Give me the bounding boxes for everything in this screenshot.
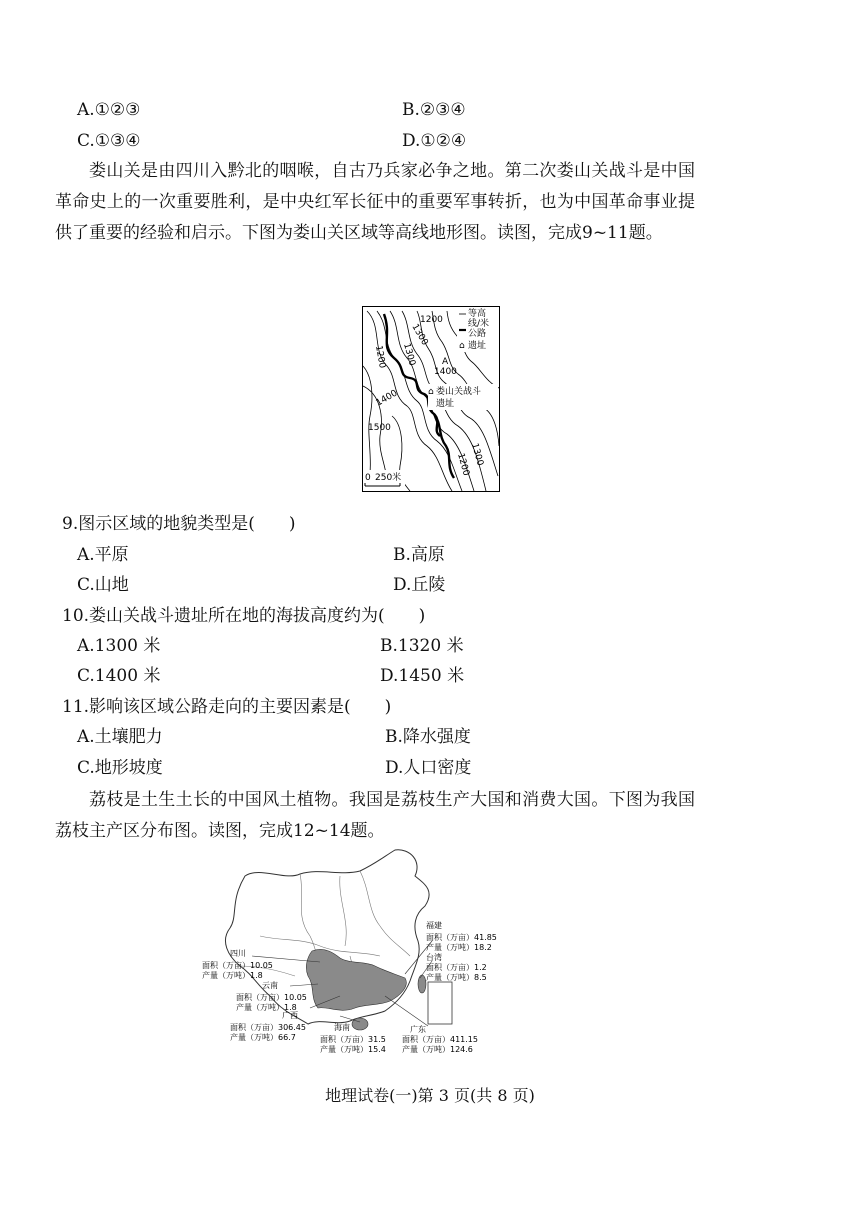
- contour-label: 1200: [455, 452, 471, 477]
- contour-label: 1200: [420, 315, 443, 325]
- province-name-hainan: 海南: [334, 1023, 350, 1032]
- q10-option-c: C.1400 米: [77, 666, 161, 686]
- option-8c: C.①③④: [77, 131, 141, 151]
- province-output-guangxi: 产量（万吨）66.7: [230, 1033, 296, 1042]
- q11-option-b: B.降水强度: [385, 727, 471, 747]
- province-name-guangxi: 广西: [282, 1011, 298, 1020]
- q9-option-d: D.丘陵: [393, 575, 446, 595]
- province-area-fujian: 面积（万亩）41.85: [426, 933, 497, 942]
- q11-option-a: A.土壤肥力: [77, 727, 163, 747]
- lychee-map-figure: [200, 846, 500, 1056]
- option-8d: D.①②④: [402, 131, 467, 151]
- scale-label: 250米: [375, 473, 402, 483]
- q10-option-a: A.1300 米: [77, 636, 161, 656]
- contour-label: 1400: [434, 367, 457, 377]
- province-area-taiwan: 面积（万亩）1.2: [426, 963, 487, 972]
- contour-label: 1200: [373, 344, 387, 370]
- question-10-stem: 10.娄山关战斗遗址所在地的海拔高度约为( ): [62, 606, 426, 626]
- province-name-taiwan: 台湾: [426, 953, 442, 962]
- question-9-stem: 9.图示区域的地貌类型是( ): [62, 514, 296, 534]
- passage-lychee: 荔枝是土生土长的中国风土植物。我国是荔枝生产大国和消费大国。下图为我国荔枝主产区分布图。读图，完成12~14题。: [55, 790, 695, 841]
- lychee-distribution-map: [200, 846, 500, 1056]
- contour-label: 1300: [469, 442, 485, 467]
- contour-point-a: A: [442, 357, 449, 367]
- province-name-fujian: 福建: [426, 921, 442, 930]
- contour-map: [362, 306, 500, 492]
- province-output-hainan: 产量（万吨）15.4: [320, 1045, 386, 1054]
- province-name-yunnan: 云南: [262, 981, 278, 990]
- contour-label: 1300: [409, 322, 430, 348]
- q9-option-c: C.山地: [77, 575, 129, 595]
- contour-label: 1400: [374, 388, 400, 409]
- contour-label: 1300: [401, 342, 417, 367]
- province-output-sichuan: 产量（万吨）1.8: [202, 971, 263, 980]
- province-output-fujian: 产量（万吨）18.2: [426, 943, 492, 952]
- site-label-2: 遗址: [436, 399, 455, 409]
- q10-option-d: D.1450 米: [380, 666, 465, 686]
- province-output-guangdong: 产量（万吨）124.6: [402, 1045, 473, 1054]
- contour-map-figure: [362, 306, 500, 492]
- q11-option-d: D.人口密度: [385, 758, 472, 778]
- province-name-guangdong: 广东: [410, 1025, 426, 1034]
- legend-site-label: 遗址: [468, 341, 487, 351]
- site-label: 娄山关战斗: [436, 387, 482, 397]
- province-area-hainan: 面积（万亩）31.5: [320, 1035, 386, 1044]
- legend-contour-label: 等高: [468, 309, 487, 319]
- option-8a: A.①②③: [77, 100, 141, 120]
- passage-loushanguan: 娄山关是由四川入黔北的咽喉，自古乃兵家必争之地。第二次娄山关战斗是中国革命史上的一次重要胜利，是中央红军长征中的重要军事转折，也为中国革命事业提供了重要的经验和启示。下图为娄山关区域等高线地形图。读图，完成9~11题。: [55, 161, 695, 243]
- q11-option-c: C.地形坡度: [77, 758, 163, 778]
- option-8b: B.②③④: [402, 100, 466, 120]
- legend-road-label: 公路: [468, 329, 487, 339]
- province-name-sichuan: 四川: [230, 949, 246, 958]
- scale-zero: 0: [365, 473, 371, 483]
- south-china-sea-inset: [428, 982, 452, 1024]
- page-footer: 地理试卷(一)第 3 页(共 8 页): [325, 1086, 535, 1105]
- legend-site-icon: ⌂: [459, 341, 465, 351]
- q9-option-a: A.平原: [77, 545, 129, 565]
- site-marker-icon: ⌂: [428, 387, 434, 397]
- contour-label: 1500: [368, 423, 391, 433]
- province-output-taiwan: 产量（万吨）8.5: [426, 973, 487, 982]
- province-area-yunnan: 面积（万亩）10.05: [236, 993, 307, 1002]
- province-output-yunnan: 产量（万吨）1.8: [236, 1003, 297, 1012]
- province-area-guangxi: 面积（万亩）306.45: [230, 1023, 306, 1032]
- province-area-sichuan: 面积（万亩）10.05: [202, 961, 273, 970]
- q9-option-b: B.高原: [393, 545, 445, 565]
- province-area-guangdong: 面积（万亩）411.15: [402, 1035, 478, 1044]
- legend-contour-unit: 线/米: [468, 319, 490, 329]
- q10-option-b: B.1320 米: [380, 636, 464, 656]
- question-11-stem: 11.影响该区域公路走向的主要因素是( ): [62, 697, 392, 717]
